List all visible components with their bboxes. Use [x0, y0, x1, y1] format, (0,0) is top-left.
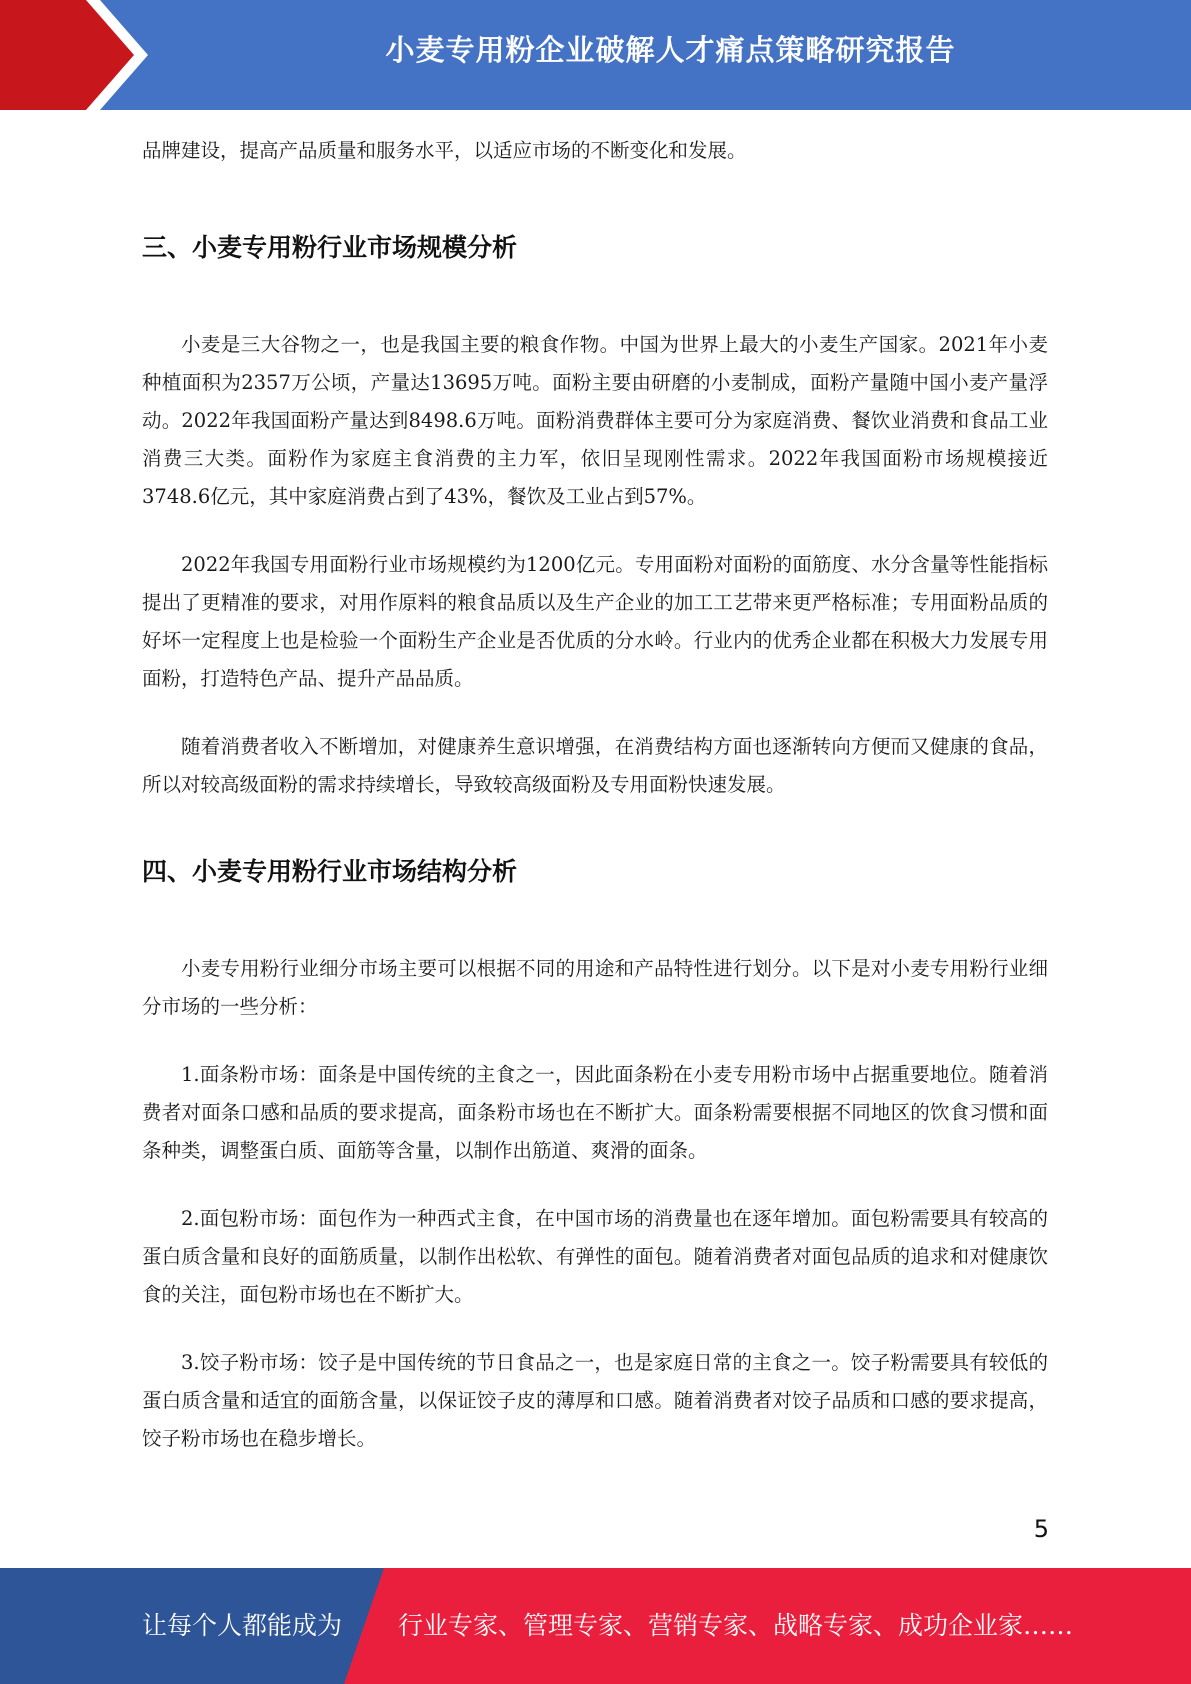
intro-tail-paragraph: 品牌建设，提高产品质量和服务水平，以适应市场的不断变化和发展。 — [142, 139, 747, 162]
report-title: 小麦专用粉企业破解人才痛点策略研究报告 — [385, 33, 956, 67]
section-3-heading: 三、小麦专用粉行业市场规模分析 — [142, 233, 518, 262]
section-4-paragraph: 2.面包粉市场：面包作为一种西式主食，在中国市场的消费量也在逐年增加。面包粉需要具有较高的蛋白质含量和良好的面筋质量，以制作出松软、有弹性的面包。随着消费者对面包品质的追求和对健康饮食的关注，面包粉市场也在不断扩大。 — [142, 1207, 1048, 1306]
section-3-paragraph: 随着消费者收入不断增加，对健康养生意识增强，在消费结构方面也逐渐转向方便而又健康的食品，所以对较高级面粉的需求持续增长，导致较高级面粉及专用面粉快速发展。 — [142, 735, 1048, 796]
page-content — [142, 132, 1048, 1458]
page-number: 5 — [1033, 1515, 1049, 1543]
section-4-heading: 四、小麦专用粉行业市场结构分析 — [142, 857, 518, 886]
page-footer — [0, 1568, 1191, 1684]
section-3-paragraph: 小麦是三大谷物之一，也是我国主要的粮食作物。中国为世界上最大的小麦生产国家。2021年小麦种植面积为2357万公顷，产量达13695万吨。面粉主要由研磨的小麦制成，面粉产量随中国小麦产量浮动。2022年我国面粉产量达到8498.6万吨。面粉消费群体主要可分为家庭消费、餐饮业消费和食品工业消费三大类。面粉作为家庭主食消费的主力军，依旧呈现刚性需求。2022年我国面粉市场规模接近3748.6亿元，其中家庭消费占到了43%，餐饮及工业占到57%。 — [142, 333, 1048, 508]
section-4-paragraph: 3.饺子粉市场：饺子是中国传统的节日食品之一，也是家庭日常的主食之一。饺子粉需要具有较低的蛋白质含量和适宜的面筋含量，以保证饺子皮的薄厚和口感。随着消费者对饺子品质和口感的要求提高，饺子粉市场也在稳步增长。 — [142, 1351, 1048, 1450]
footer-slogan-left: 让每个人都能成为 — [142, 1611, 343, 1640]
footer-slogan-right: 行业专家、管理专家、营销专家、战略专家、成功企业家…… — [398, 1611, 1074, 1640]
section-4-paragraph: 1.面条粉市场：面条是中国传统的主食之一，因此面条粉在小麦专用粉市场中占据重要地位。随着消费者对面条口感和品质的要求提高，面条粉市场也在不断扩大。面条粉需要根据不同地区的饮食习惯和面条种类，调整蛋白质、面筋等含量，以制作出筋道、爽滑的面条。 — [142, 1063, 1048, 1162]
section-3-paragraph: 2022年我国专用面粉行业市场规模约为1200亿元。专用面粉对面粉的面筋度、水分含量等性能指标提出了更精准的要求，对用作原料的粮食品质以及生产企业的加工工艺带来更严格标准；专用面粉品质的好坏一定程度上也是检验一个面粉生产企业是否优质的分水岭。行业内的优秀企业都在积极大力发展专用面粉，打造特色产品、提升产品品质。 — [142, 553, 1048, 690]
section-4-paragraph: 小麦专用粉行业细分市场主要可以根据不同的用途和产品特性进行划分。以下是对小麦专用粉行业细分市场的一些分析： — [142, 957, 1048, 1018]
page-header — [0, 0, 1191, 110]
header-arrow-decoration — [0, 0, 160, 110]
